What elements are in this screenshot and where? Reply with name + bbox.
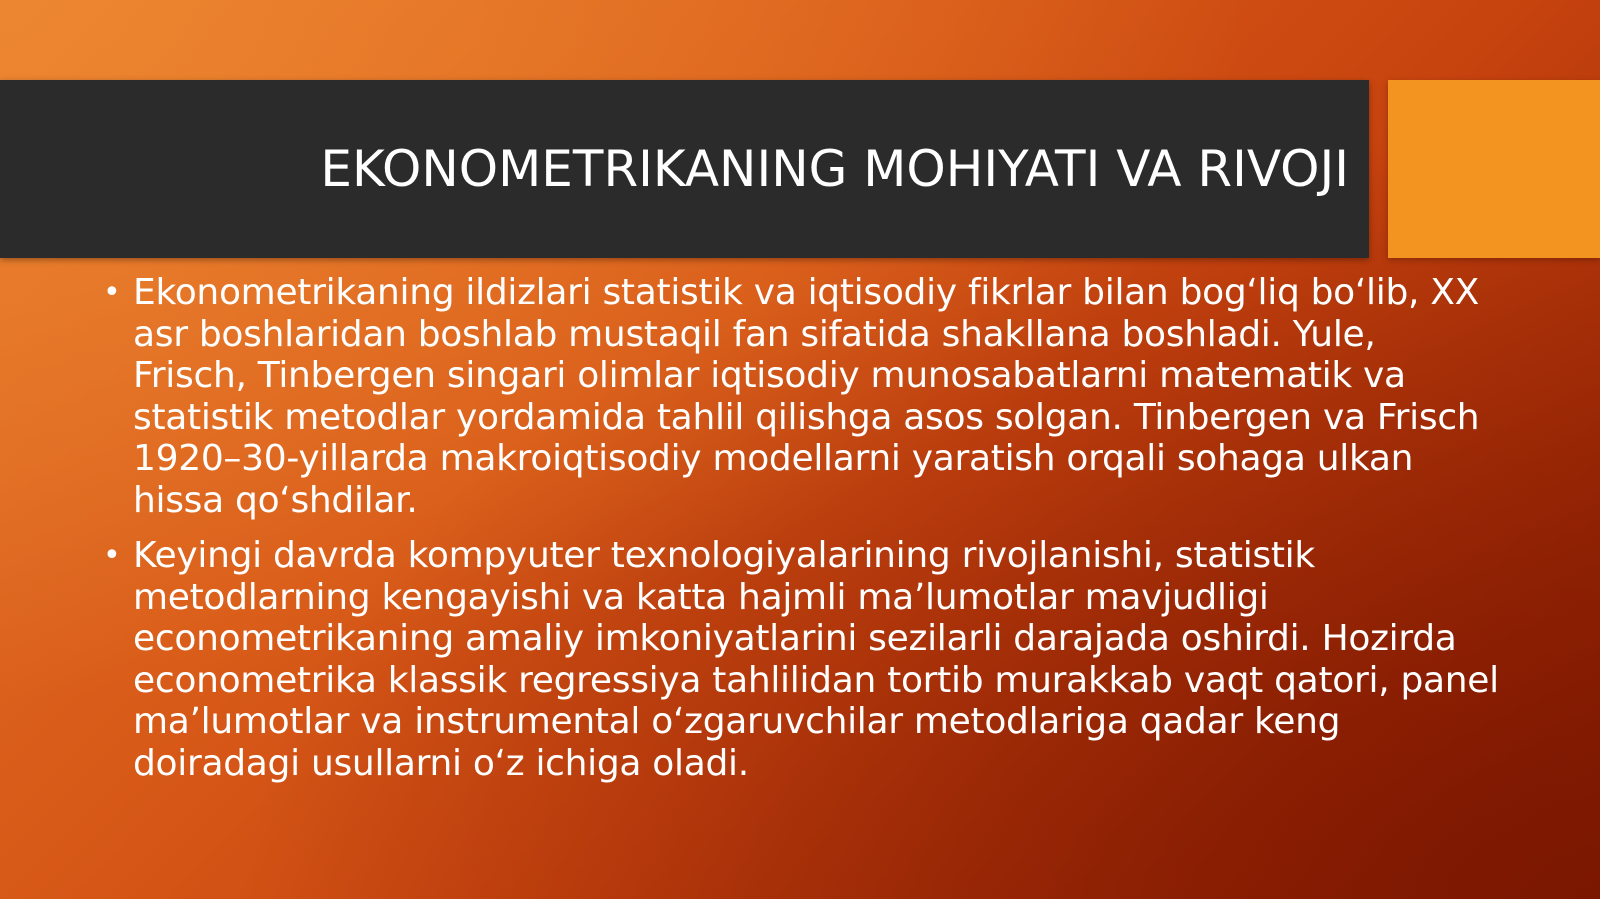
accent-block (1388, 80, 1600, 258)
bullet-item (100, 535, 1500, 784)
slide-body (100, 272, 1500, 798)
slide-title: EKONOMETRIKANING MOHIYATI VA RIVOJI (320, 140, 1349, 198)
bullet-text: Ekonometrikaning ildizlari statistik va iqtisodiy fikrlar bilan bog‘liq bo‘lib, XX asr boshlaridan boshlab mustaqil fan sifatida shakllana boshladi. Yule, Frisch, Tinbergen singari olimlar iqtisodiy munosabatlarni matematik va statistik metodlar yordamida tahlil qilishga asos solgan. Tinbergen va Frisch 1920–30-yillarda makroiqtisodiy modellarni yaratish orqali sohaga ulkan hissa qo‘shdilar. (133, 272, 1480, 521)
bullet-dot-icon: • (103, 538, 121, 573)
bullet-item (100, 272, 1500, 521)
bullet-dot-icon: • (103, 275, 121, 310)
bullet-text: Keyingi davrda kompyuter texnologiyalarining rivojlanishi, statistik metodlarning kengayishi va katta hajmli ma’lumotlar mavjudligi econometrikaning amaliy imkoniyatlarini sezilarli darajada oshirdi. Hozirda econometrika klassik regressiya tahlilidan tortib murakkab vaqt qatori, panel ma’lumotlar va instrumental o‘zgaruvchilar metodlariga qadar keng doiradagi usullarni o‘z ichiga oladi. (133, 535, 1499, 784)
title-bar (0, 80, 1369, 258)
bullet-list (100, 272, 1500, 784)
